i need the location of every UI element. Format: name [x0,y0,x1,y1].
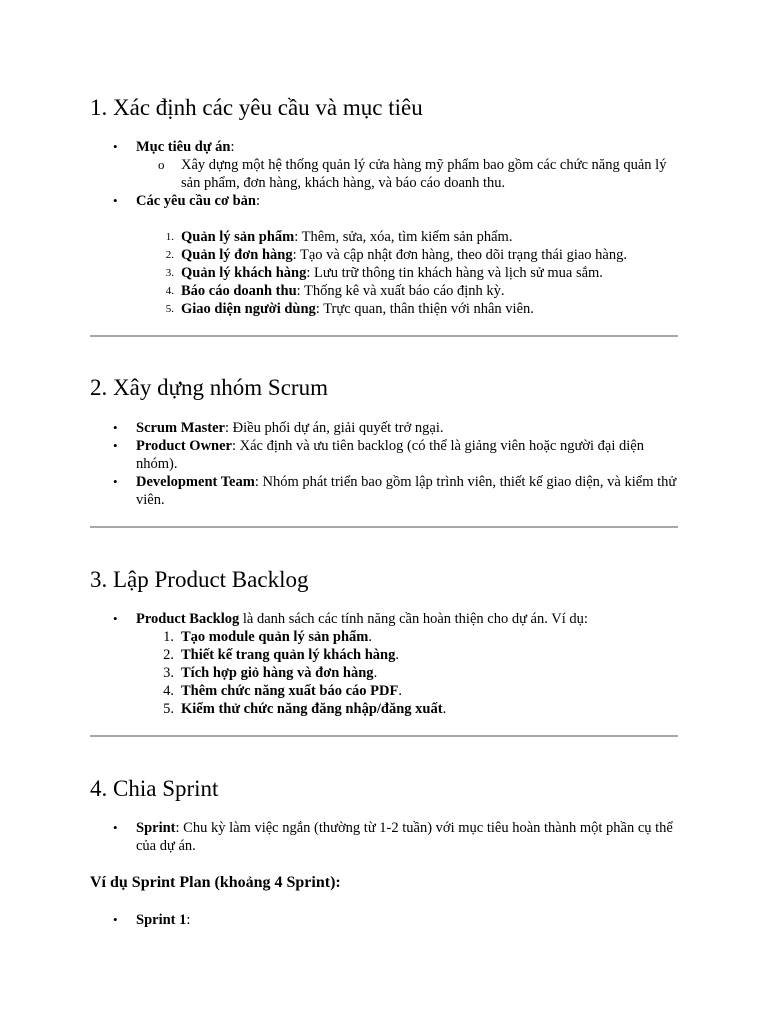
list-item: 5. Giao diện người dùng: Trực quan, thân thiện với nhân viên. [165,301,534,317]
list-item: 3. Tích hợp giỏ hàng và đơn hàng. [163,665,378,681]
horizontal-divider [90,526,678,528]
section-2-list [90,419,680,509]
requirements-label: Các yêu cầu cơ bản [136,193,257,209]
horizontal-divider [90,735,678,737]
list-item: 1. Tạo module quản lý sản phẩm. [163,629,372,645]
list-item: • Scrum Master: Điều phối dự án, giải quyết trở ngại. [90,419,680,437]
list-item: • Sprint: Chu kỳ làm việc ngắn (thường từ 1-2 tuần) với mục tiêu hoàn thành một phần cụ thể của dự án. [90,819,680,855]
list-item: • Sprint 1: [90,911,680,929]
section-4-heading: 4. Chia Sprint [90,776,219,801]
goal-label: Mục tiêu dự án [136,139,231,155]
section-3-list [90,610,680,628]
sub-list-item [90,156,680,192]
list-item: 2. Thiết kế trang quản lý khách hàng. [163,647,399,663]
section-4-list [90,819,680,855]
sprint-list [90,911,680,929]
list-item: • Mục tiêu dự án: [90,138,680,156]
goal-text: Xây dựng một hệ thống quản lý cửa hàng mỹ phẩm bao gồm các chức năng quản lý sản phẩm, đơn hàng, khách hàng, và báo cáo doanh thu. [181,157,667,191]
list-item: 4. Báo cáo doanh thu: Thống kê và xuất báo cáo định kỳ. [165,283,505,299]
list-item: • Product Backlog là danh sách các tính năng cần hoàn thiện cho dự án. Ví dụ: [90,610,680,628]
horizontal-divider [90,335,678,337]
list-item: • Development Team: Nhóm phát triển bao gồm lập trình viên, thiết kế giao diện, và kiểm thử viên. [90,473,680,509]
list-item: 2. Quản lý đơn hàng: Tạo và cập nhật đơn hàng, theo dõi trạng thái giao hàng. [165,247,627,263]
requirements-list [90,228,680,318]
list-item: • Các yêu cầu cơ bản: [90,192,680,210]
section-1-heading: 1. Xác định các yêu cầu và mục tiêu [90,95,423,120]
backlog-list [90,628,680,718]
section-3-heading: 3. Lập Product Backlog [90,567,309,592]
list-item: • Product Owner: Xác định và ưu tiên backlog (có thể là giảng viên hoặc người đại diện nhóm). [90,437,680,473]
section-1-list [90,138,680,210]
section-2-heading: 2. Xây dựng nhóm Scrum [90,375,328,400]
list-item: 3. Quản lý khách hàng: Lưu trữ thông tin khách hàng và lịch sử mua sắm. [165,265,603,281]
list-item: 1. Quản lý sản phẩm: Thêm, sửa, xóa, tìm kiếm sản phẩm. [165,229,513,245]
list-item: 5. Kiểm thử chức năng đăng nhập/đăng xuất. [163,701,447,717]
circle-bullet-icon: o [158,157,165,172]
list-item: 4. Thêm chức năng xuất báo cáo PDF. [163,683,402,699]
sprint-plan-heading: Ví dụ Sprint Plan (khoảng 4 Sprint): [90,874,341,891]
